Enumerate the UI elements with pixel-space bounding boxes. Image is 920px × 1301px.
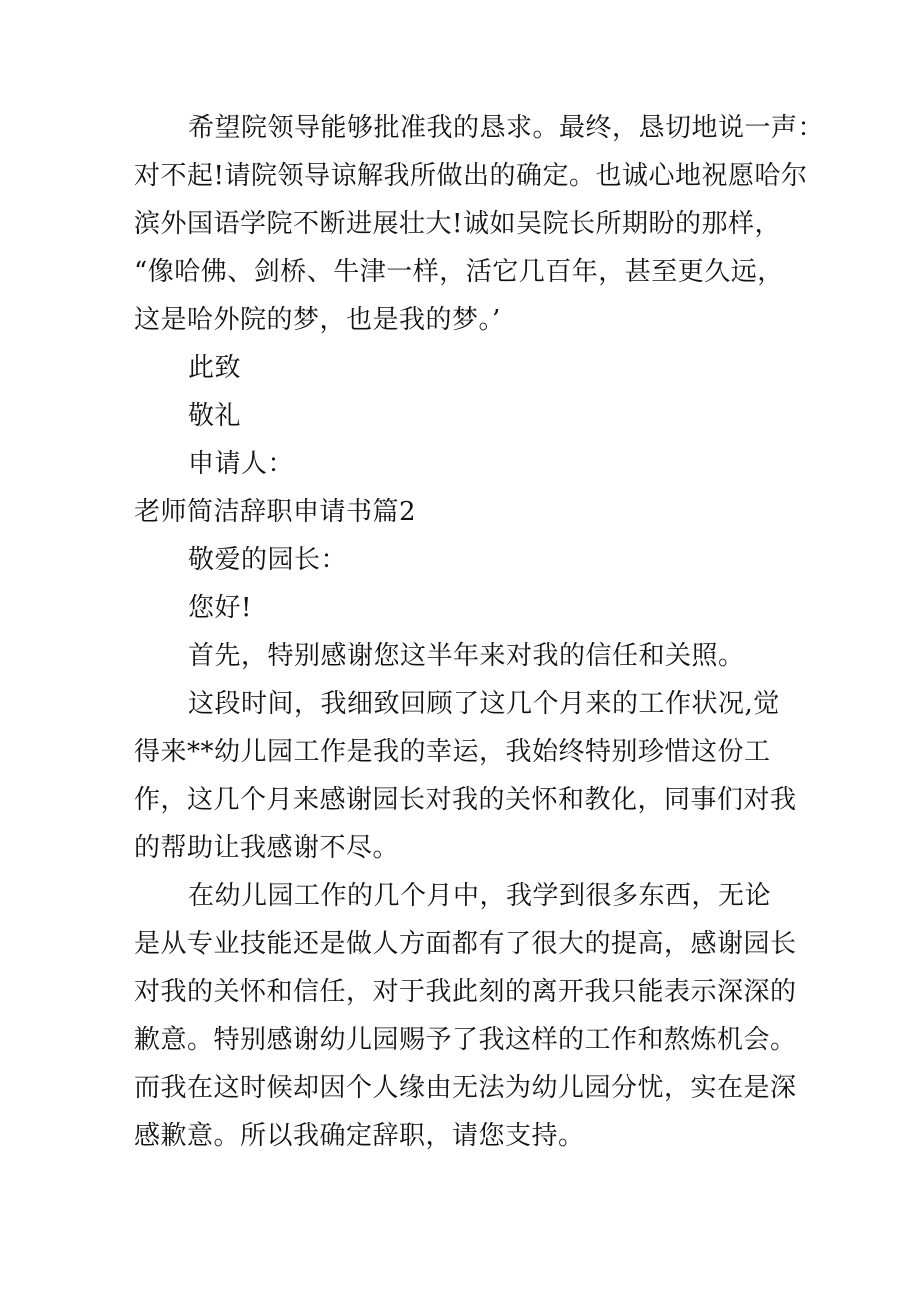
paragraph-line: 对不起!请院领导谅解我所做出的确定。也诚心地祝愿哈尔 [134,161,808,191]
paragraph-line: “像哈佛、剑桥、牛津一样，活它几百年，甚至更久远， [134,257,784,287]
paragraph-line: 作，这几个月来感谢园长对我的关怀和教化，同事们对我 [134,785,797,815]
paragraph-line: 是从专业技能还是做人方面都有了很大的提高，感谢园长 [134,929,797,959]
paragraph-line: 这段时间，我细致回顾了这几个月来的工作状况,觉 [188,689,780,719]
section-heading: 老师简洁辞职申请书篇2 [134,497,417,527]
closing-salutation: 此致 [188,353,242,383]
paragraph-line: 首先，特别感谢您这半年来对我的信任和关照。 [188,641,745,671]
applicant-label: 申请人： [188,449,295,479]
document-body [134,104,825,1160]
paragraph-line: 得来**幼儿园工作是我的幸运，我始终特别珍惜这份工 [134,737,771,767]
closing-regards: 敬礼 [188,401,242,431]
greeting-hello: 您好! [188,593,252,623]
paragraph-line: 在幼儿园工作的几个月中，我学到很多东西，无论 [188,881,772,911]
paragraph-line: 歉意。特别感谢幼儿园赐予了我这样的工作和熬炼机会。 [134,1025,797,1055]
paragraph-line: 的帮助让我感谢不尽。 [134,833,400,863]
paragraph-line: 这是哈外院的梦，也是我的梦。’ [134,305,501,335]
paragraph-line: 而我在这时候却因个人缘由无法为幼儿园分忧，实在是深 [134,1073,797,1103]
paragraph-line: 滨外国语学院不断进展壮大!诚如吴院长所期盼的那样， [134,209,781,239]
paragraph-line: 对我的关怀和信任，对于我此刻的离开我只能表示深深的 [134,977,797,1007]
paragraph-line: 感歉意。所以我确定辞职，请您支持。 [134,1121,585,1151]
paragraph-line: 希望院领导能够批准我的恳求。最终，恳切地说一声： [188,113,825,143]
greeting-recipient: 敬爱的园长： [188,545,348,575]
